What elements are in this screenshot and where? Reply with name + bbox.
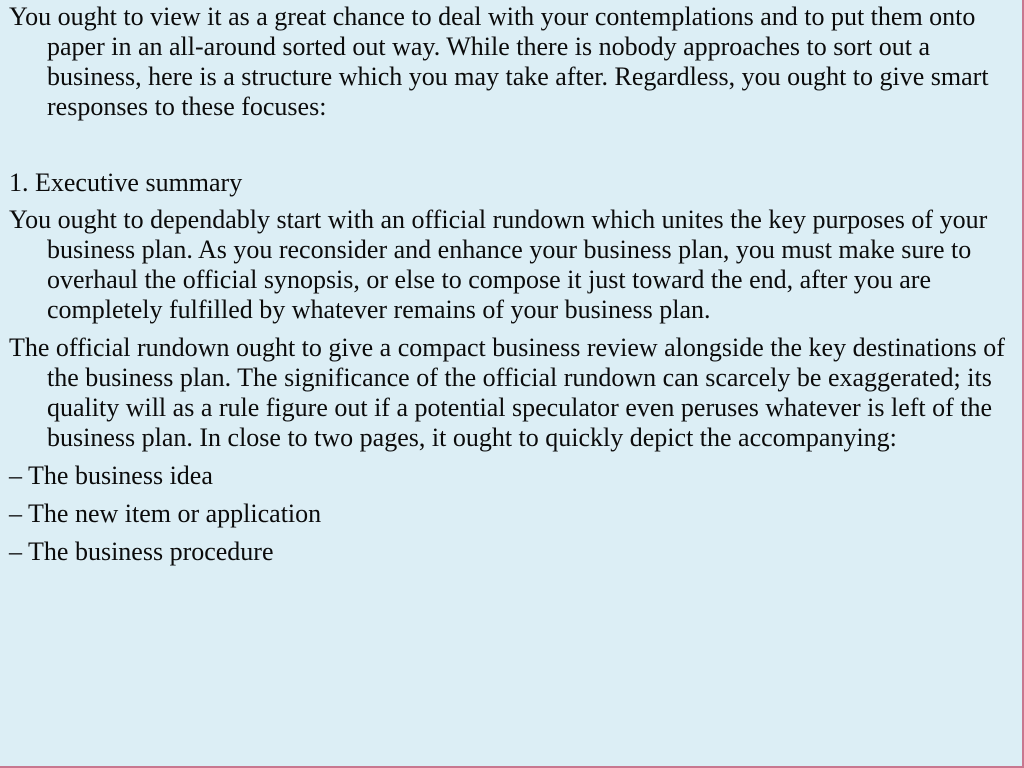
bullet-business-idea: – The business idea	[9, 461, 213, 490]
summary-paragraph: You ought to dependably start with an official rundown which unites the key purposes of your business plan. As you reconsider and enhance your business plan, you must make sure to overhaul the official synopsis, or else to compose it just toward the end, after you are completely fulfilled by whatever remains of your business plan.	[9, 205, 988, 324]
bullet-new-item: – The new item or application	[9, 499, 322, 528]
section-heading: 1. Executive summary	[9, 168, 243, 197]
rundown-paragraph: The official rundown ought to give a compact business review alongside the key destinations of the business plan. The significance of the official rundown can scarcely be exaggerated; its quality will as a rule figure out if a potential speculator even peruses whatever is left of the business plan. In close to two pages, it ought to quickly depict the accompanying:	[9, 333, 1005, 452]
bullet-business-procedure: – The business procedure	[9, 537, 274, 566]
intro-paragraph: You ought to view it as a great chance to deal with your contemplations and to put them onto paper in an all-around sorted out way. While there is nobody approaches to sort out a business, here is a structure which you may take after. Regardless, you ought to give smart responses to these focuses:	[9, 2, 989, 121]
slide-content	[9, 2, 1009, 567]
